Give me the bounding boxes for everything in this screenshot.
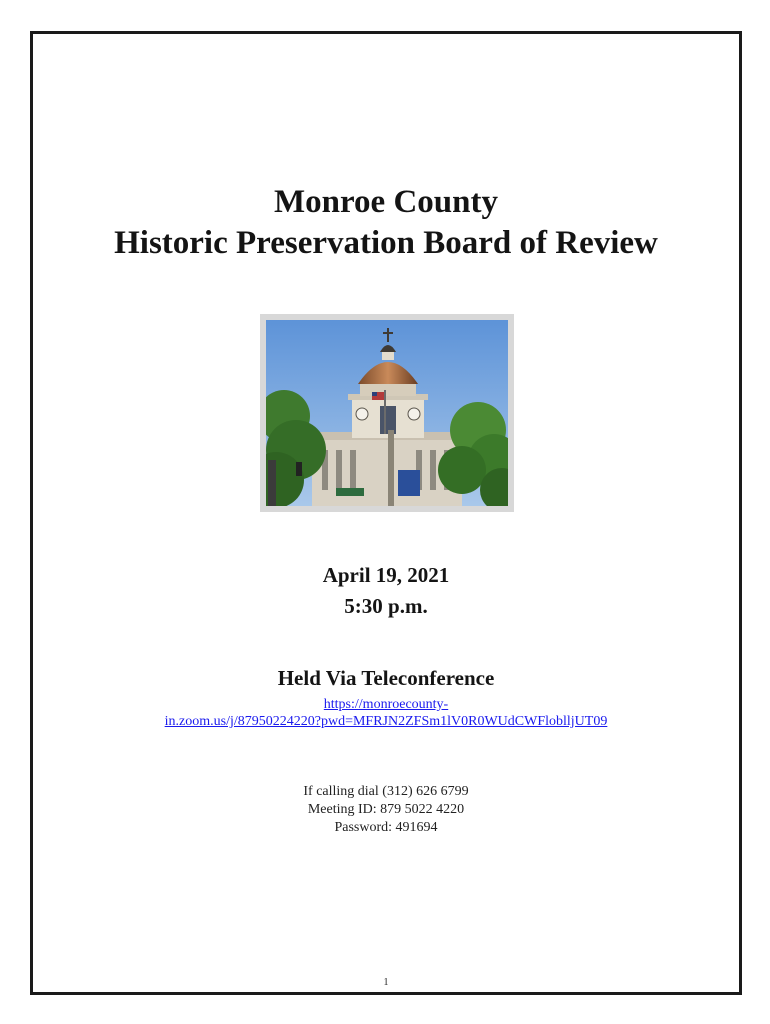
zoom-link-line-2[interactable]: in.zoom.us/j/87950224220?pwd=MFRJN2ZFSm1lV0R0WUdCWFloblljUT09 [164,714,608,729]
zoom-link-line-1[interactable]: https://monroecounty- [323,697,449,712]
page-number: 1 [383,977,389,988]
meeting-datetime [33,560,739,622]
dial-phone-line: If calling dial (312) 626 6799 [303,784,469,799]
dial-in-info [33,783,739,837]
meeting-date: April 19, 2021 [322,563,450,587]
meeting-time: 5:30 p.m. [344,594,428,618]
meeting-id-line: Meeting ID: 879 5022 4220 [307,802,465,817]
title-line-county: Monroe County [274,184,498,220]
held-via-heading: Held Via Teleconference [277,666,495,690]
courthouse-photo [260,314,514,512]
page-title [33,182,739,264]
zoom-meeting-link[interactable] [33,696,739,730]
password-line: Password: 491694 [334,820,438,835]
title-line-board: Historic Preservation Board of Review [114,225,658,261]
page-frame [30,31,742,995]
courthouse-photo-image [266,320,508,506]
